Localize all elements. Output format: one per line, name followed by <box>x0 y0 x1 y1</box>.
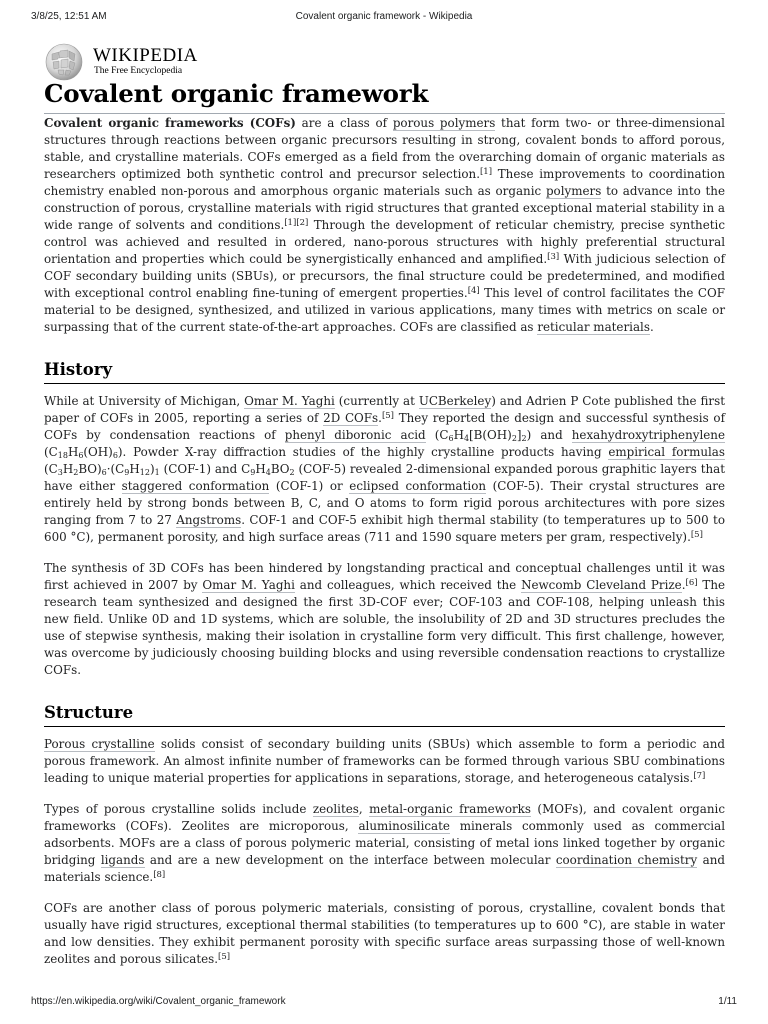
structure-paragraph-1 <box>44 736 725 787</box>
link-omar-yaghi[interactable]: Omar M. Yaghi <box>244 394 335 408</box>
section-heading-history: History <box>44 360 113 379</box>
wikipedia-globe-icon <box>44 42 84 82</box>
link-phenyl-diboronic-acid[interactable]: phenyl diboronic acid <box>284 428 426 442</box>
print-page-title: Covalent organic framework - Wikipedia <box>295 11 473 22</box>
formula: $(C_3H_2BO)_6\cdot(C_9H_{12})_1$ (COF-1) and $C_9H_4BO_2$ <box>44 462 295 477</box>
link-aluminosilicate[interactable]: aluminosilicate <box>358 819 450 833</box>
section-heading-structure: Structure <box>44 703 134 722</box>
wikipedia-tagline: The Free Encyclopedia <box>94 66 183 76</box>
lead-bold-term: Covalent organic frameworks (COFs) <box>44 116 296 130</box>
text: (MOFs), and covalent organic frameworks (COFs). Zeolites are microporous, <box>44 802 725 833</box>
text: . COF-1 and COF-5 exhibit high thermal stability (to temperatures up to 500 to 600 °C), permanent porosity, and high surface areas (711 and 1590 square meters per gram, respectively). <box>44 513 725 544</box>
link-empirical-formulas[interactable]: empirical formulas <box>608 445 725 459</box>
text: Through the development of reticular chemistry, precise synthetic control was achieved and resulted in ordered, nano-porous structures with highly preferential structural orientation and properties which could be synergistically enhanced and amplified. <box>44 218 725 266</box>
citation-link[interactable]: [2] <box>296 218 309 228</box>
print-header <box>0 11 768 25</box>
citation-link[interactable]: [1] <box>479 167 493 177</box>
formula: $(C_{18}H_6(OH)_6)$. Powder X-ray diffraction studies of the highly crystalline products having <box>44 445 609 460</box>
citation-link[interactable]: [1] <box>284 218 297 228</box>
text: With judicious selection of COF secondary building units (SBUs), or precursors, the final structure could be predetermined, and modified with exceptional control enabling fine-tuning of emergent properties. <box>44 252 725 300</box>
link-coordination-chemistry[interactable]: coordination chemistry <box>555 853 698 867</box>
text: minerals commonly used as commercial adsorbents. MOFs are a class of porous polymeric material, consisting of metal ions linked together by organic bridging <box>44 819 725 867</box>
print-url: https://en.wikipedia.org/wiki/Covalent_organic_framework <box>31 996 286 1007</box>
text: that form two- or three-dimensional structures through reactions between organic precursors resulting in strong, covalent bonds to afford porous, stable, and crystalline materials. COFs emerged as a field from the overarching domain of organic materials as researchers optimized both synthetic control and precursor selection. <box>44 116 725 181</box>
link-newcomb-cleveland-prize[interactable]: Newcomb Cleveland Prize <box>521 578 682 592</box>
text: solids consist of secondary building units (SBUs) which assemble to form a periodic and porous framework. An almost infinite number of frameworks can be formed through various SBU combinations leading to unique material properties for applications in separations, storage, and heterogeneous catalysis. <box>44 737 725 785</box>
text: ) and Adrien P Cote published the first paper of COFs in 2005, reporting a series of <box>44 394 725 425</box>
link-omar-yaghi[interactable]: Omar M. Yaghi <box>202 578 295 592</box>
structure-paragraph-3 <box>44 900 725 968</box>
link-polymers[interactable]: polymers <box>545 184 602 198</box>
history-paragraph-1 <box>44 393 725 546</box>
text: The synthesis of 3D COFs has been hindered by longstanding practical and conceptual challenges until it was first achieved in 2007 by <box>44 561 725 592</box>
citation-link[interactable]: [8] <box>153 870 166 880</box>
text: COFs are another class of porous polymeric materials, consisting of porous, crystalline, covalent bonds that usually have rigid structures, exceptional thermal stabilities (to temperatures up to 600 °C), are stable in water and low densities. They exhibit permanent porosity with specific surface areas surpassing those of well-known zeolites and porous silicates. <box>44 901 725 966</box>
text: While at University of Michigan, <box>44 394 245 408</box>
lead-paragraph <box>44 115 725 336</box>
text: to advance into the construction of porous, crystalline materials with rigid structures that granted exceptional material stability in a wide range of solvents and conditions. <box>44 184 725 232</box>
article-body <box>44 114 725 982</box>
text: are a class of <box>295 116 393 130</box>
link-ucberkeley[interactable]: UCBerkeley <box>418 394 492 408</box>
citation-link[interactable]: [5] <box>690 530 703 540</box>
text: and materials science. <box>44 853 725 884</box>
text: (COF-5) revealed 2-dimensional expanded porous graphitic layers that have either <box>44 462 725 493</box>
history-paragraph-2 <box>44 560 725 679</box>
text: . <box>649 320 654 334</box>
link-hexahydroxytriphenylene[interactable]: hexahydroxytriphenylene <box>571 428 725 442</box>
text: (COF-5). Their crystal structures are entirely held by strong bonds between B, C, and O atoms to form rigid porous architectures with pore sizes ranging from 7 to 27 <box>44 479 725 527</box>
link-staggered-conformation[interactable]: staggered conformation <box>121 479 270 493</box>
link-zeolites[interactable]: zeolites <box>312 802 359 816</box>
link-angstroms[interactable]: Angstroms <box>176 513 242 527</box>
text: . <box>378 411 382 425</box>
link-eclipsed-conformation[interactable]: eclipsed conformation <box>349 479 487 493</box>
text: and colleagues, which received the <box>294 578 522 592</box>
text: Types of porous crystalline solids include <box>44 802 313 816</box>
citation-link[interactable]: [6] <box>685 578 698 588</box>
citation-link[interactable]: [7] <box>693 771 706 781</box>
citation-link[interactable]: [3] <box>547 252 560 262</box>
section-divider <box>44 726 725 727</box>
print-footer <box>0 996 768 1010</box>
text: , <box>358 802 370 816</box>
text: These improvements to coordination chemistry enabled non-porous and amorphous organic materials such as organic <box>44 167 725 198</box>
link-reticular-materials[interactable]: reticular materials <box>537 320 650 334</box>
text: and are a new development on the interface between molecular <box>144 853 556 867</box>
text: They reported the design and successful synthesis of COFs by condensation reactions of <box>44 411 725 442</box>
print-timestamp: 3/8/25, 12:51 AM <box>31 11 107 22</box>
text: (COF-1) or <box>269 479 350 493</box>
link-2d-cofs[interactable]: 2D COFs <box>323 411 379 425</box>
text: . <box>681 578 686 592</box>
section-divider <box>44 383 725 384</box>
link-metal-organic-frameworks[interactable]: metal-organic frameworks <box>369 802 531 816</box>
page-title: Covalent organic framework <box>44 79 429 108</box>
citation-link[interactable]: [5] <box>218 952 231 962</box>
formula: $(C_6H_4[B(OH)_2]_2)$ and <box>425 428 572 443</box>
text: (currently at <box>334 394 419 408</box>
text: This level of control facilitates the COF material to be designed, synthesized, and utilized in various applications, many times with metrics on scale or surpassing that of the current state-of-the-art approaches. COFs are classified as <box>44 286 725 334</box>
text: The research team synthesized and designed the first 3D-COF ever; COF-103 and COF-108, helping unleash this new field. Unlike 0D and 1D systems, which are soluble, the insolubility of 2D and 3D structures precludes the use of stepwise synthesis, making their isolation in crystalline form very difficult. This first challenge, however, was overcome by judiciously choosing building blocks and using reversible condensation reactions to crystallize COFs. <box>44 578 726 677</box>
link-porous-polymers[interactable]: porous polymers <box>392 116 496 130</box>
link-porous-crystalline[interactable]: Porous crystalline <box>44 737 155 751</box>
citation-link[interactable]: [4] <box>467 286 480 296</box>
link-ligands[interactable]: ligands <box>100 853 145 867</box>
structure-paragraph-2 <box>44 801 725 886</box>
citation-link[interactable]: [5] <box>381 411 394 421</box>
print-page-number: 1/11 <box>718 996 737 1007</box>
wikipedia-wordmark: WIKIPEDIA <box>93 45 198 66</box>
